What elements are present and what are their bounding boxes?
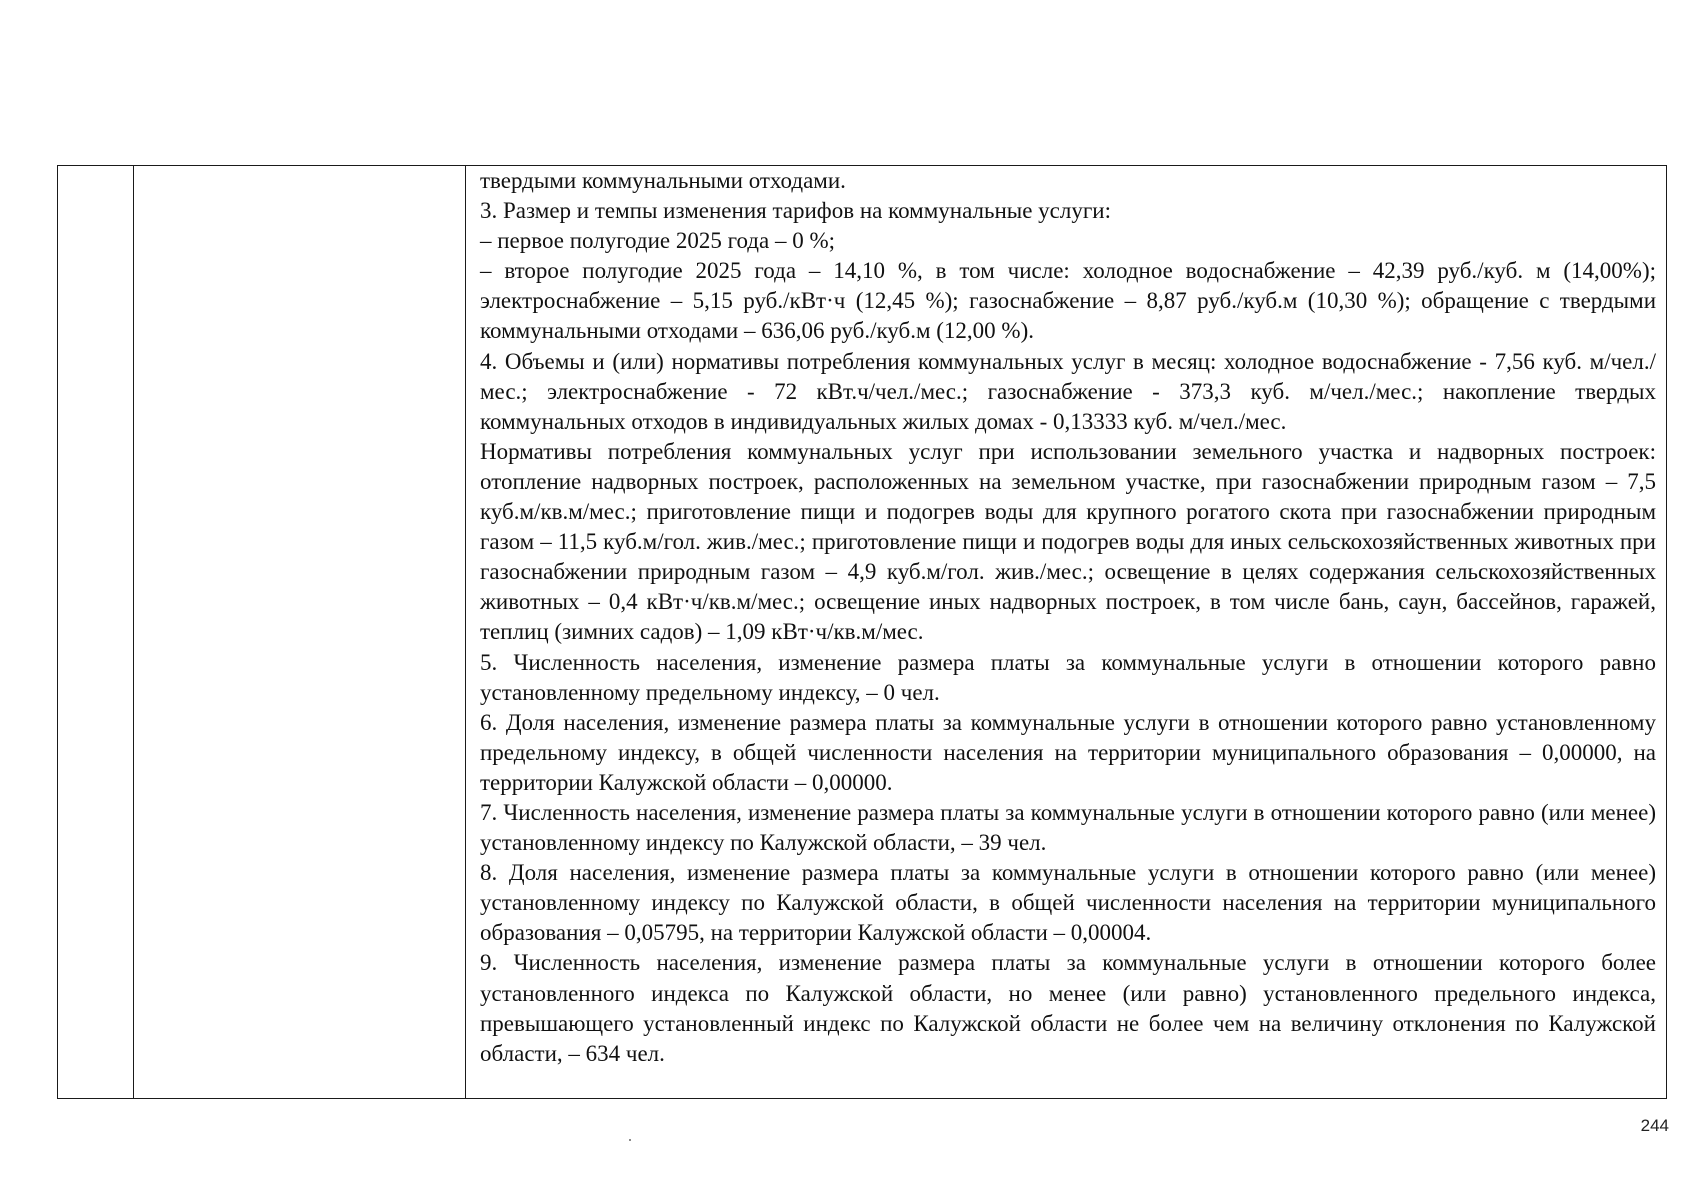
paragraph: 9. Численность населения, изменение размера платы за коммунальные услуги в отношении которого более установленного индекса по Калужской области, но менее (или равно) установленного предельного индекса, превышающего установленный индекс по Калужской области не более чем на величину отклонения по Калужской области, – 634 чел. [480, 950, 1656, 1066]
paragraph: твердыми коммунальными отходами. [480, 168, 846, 193]
paragraph: – первое полугодие 2025 года – 0 %; [480, 228, 836, 254]
paragraph: Нормативы потребления коммунальных услуг при использовании земельного участка и надворных построек: отопление надворных построек, расположенных на земельном участке, при газоснабжении природным газом – 7,5 куб.м/кв.м/мес.; приготовление пищи и подогрев воды для крупного рогатого скота при газоснабжении природным газом – 11,5 куб.м/гол. жив./мес.; приготовление пищи и подогрев воды для иных сельскохозяйственных животных при газоснабжении природным газом – 4,9 куб.м/гол. жив./мес.; освещение в целях содержания сельскохозяйственных животных – 0,4 кВт·ч/кв.м/мес.; освещение иных надворных построек, в том числе бань, саун, бассейнов, гаражей, теплиц (зимних садов) – 1,09 кВт·ч/кв.м/мес. [480, 438, 1656, 645]
paragraph: – второе полугодие 2025 года – 14,10 %, в том числе: холодное водоснабжение – 42,39 руб./куб. м (14,00%); электроснабжение – 5,15 руб./кВт·ч (12,45 %); газоснабжение – 8,87 руб./куб.м (10,30 %); обращение с твердыми коммунальными отходами – 636,06 руб./куб.м (12,00 %). [480, 258, 1656, 344]
table-cell-number [58, 166, 134, 1098]
paragraph: 8. Доля населения, изменение размера платы за коммунальные услуги в отношении которого равно (или менее) установленному индексу по Калужской области, в общей численности населения на территории муниципального образования – 0,05795, на территории Калужской области – 0,00004. [480, 860, 1656, 946]
document-table [57, 165, 1667, 1099]
paragraph: 6. Доля населения, изменение размера платы за коммунальные услуги в отношении которого равно установленному предельному индексу, в общей численности населения на территории муниципального образования – 0,00000, на территории Калужской области – 0,00000. [480, 709, 1656, 795]
paragraph: 5. Численность населения, изменение размера платы за коммунальные услуги в отношении которого равно установленному предельному индексу, – 0 чел. [480, 649, 1656, 705]
paragraph: 7. Численность населения, изменение размера платы за коммунальные услуги в отношении которого равно (или менее) установленному индексу по Калужской области, – 39 чел. [480, 799, 1656, 856]
table-cell-content [466, 166, 1666, 1098]
page-number: 244 [1640, 1116, 1669, 1135]
table-cell-name [134, 166, 466, 1098]
paragraph: 3. Размер и темпы изменения тарифов на коммунальные услуги: [480, 198, 1111, 224]
paragraph: 4. Объемы и (или) нормативы потребления коммунальных услуг в месяц: холодное водоснабжение - 7,56 куб. м/чел./мес.; электроснабжение - 72 кВт.ч/чел./мес.; газоснабжение - 373,3 куб. м/чел./мес.; накопление твердых коммунальных отходов в индивидуальных жилых домах - 0,13333 куб. м/чел./мес. [480, 348, 1656, 434]
scan-speck [629, 1139, 631, 1141]
